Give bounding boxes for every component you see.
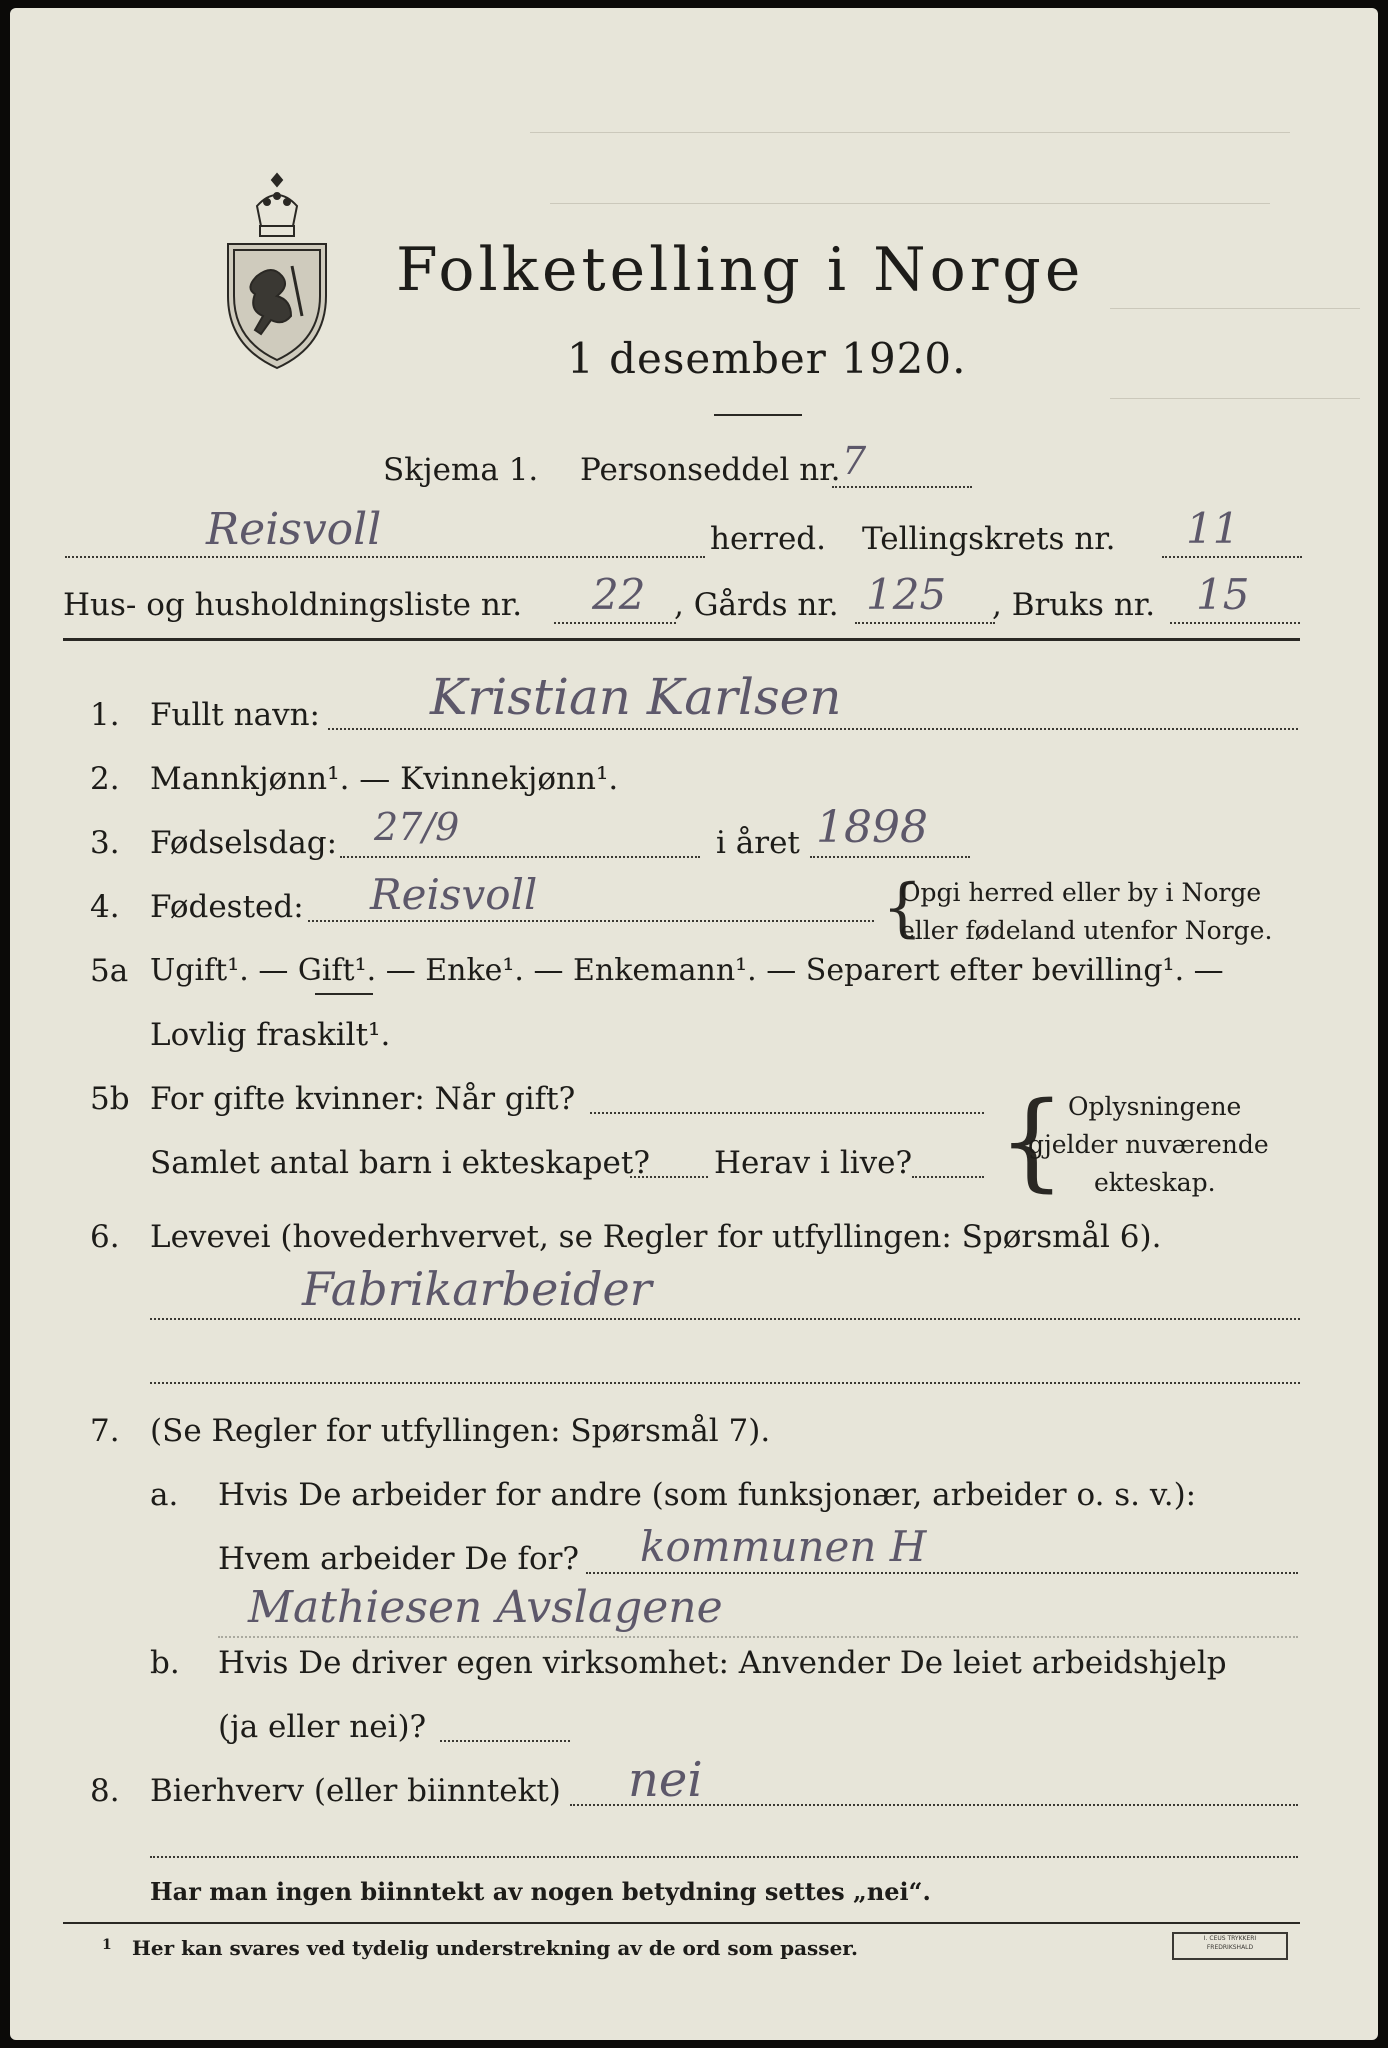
hus-value: 22 xyxy=(592,570,646,619)
q7b-line xyxy=(440,1740,570,1742)
q7a-value1: kommunen H xyxy=(640,1522,927,1571)
q6-number: 6. xyxy=(90,1219,120,1255)
gards-line xyxy=(855,622,995,624)
personseddel-line xyxy=(832,486,972,488)
q3-year-value: 1898 xyxy=(816,802,928,853)
q4-note-line1: Opgi herred eller by i Norge xyxy=(900,878,1262,907)
q5a-line1: Ugift¹. — Gift¹. — Enke¹. — Enkemann¹. — Separert efter bevilling¹. — xyxy=(150,953,1224,988)
personseddel-value: 7 xyxy=(842,439,867,483)
personseddel-label: Personseddel nr. xyxy=(580,452,841,488)
q5b-note-line1: Oplysningene xyxy=(1068,1092,1242,1121)
q4-value: Reisvoll xyxy=(370,870,538,919)
q8-value: nei xyxy=(628,1752,703,1808)
hus-line xyxy=(554,622,676,624)
printer-stamp xyxy=(1172,1932,1288,1960)
form-title: Folketelling i Norge xyxy=(396,235,1085,305)
bleed-through-line xyxy=(530,132,1290,133)
stamp-line1: I. CEUS TRYKKERI xyxy=(1203,1935,1257,1942)
title-divider xyxy=(714,414,802,416)
q5a-gift-underline xyxy=(315,993,373,995)
norway-coat-of-arms-icon xyxy=(222,166,332,376)
q8-line2 xyxy=(150,1856,1298,1858)
q5b-barn-line xyxy=(630,1176,708,1178)
q5b-note-line2: gjelder nuværende xyxy=(1028,1130,1269,1159)
q1-value: Kristian Karlsen xyxy=(430,668,842,726)
herred-value: Reisvoll xyxy=(206,504,382,555)
q6-value: Fabrikarbeider xyxy=(302,1262,652,1316)
footer-note: Har man ingen biinntekt av nogen betydning settes „nei“. xyxy=(150,1877,931,1906)
q1-number: 1. xyxy=(90,697,120,733)
schema-label: Skjema 1. xyxy=(383,452,539,488)
q7a-letter: a. xyxy=(150,1477,179,1513)
q4-line xyxy=(308,920,874,922)
bleed-through-line xyxy=(1110,398,1360,399)
q3-line xyxy=(340,856,700,858)
q6-label: Levevei (hovederhvervet, se Regler for utfyllingen: Spørsmål 6). xyxy=(150,1219,1162,1255)
q7a-value2: Mathiesen Avslagene xyxy=(248,1582,723,1633)
q7-number: 7. xyxy=(90,1413,120,1449)
census-form xyxy=(10,8,1378,2040)
q7b-letter: b. xyxy=(150,1645,180,1681)
q7b-line1: Hvis De driver egen virksomhet: Anvender De leiet arbeidshjelp xyxy=(218,1645,1227,1681)
q7b-line2: (ja eller nei)? xyxy=(218,1709,427,1745)
stamp-line2: FREDRIKSHALD xyxy=(1206,1944,1254,1951)
q7a-extra-line xyxy=(218,1636,1298,1638)
tellingskrets-label: Tellingskrets nr. xyxy=(862,521,1116,557)
q4-note-line2: eller fødeland utenfor Norge. xyxy=(900,916,1273,945)
census-date: 1 desember 1920. xyxy=(567,334,967,383)
q8-number: 8. xyxy=(90,1773,120,1809)
bruks-line xyxy=(1170,622,1300,624)
herred-label: herred. xyxy=(710,521,826,557)
footnote-mark: 1 xyxy=(102,1937,112,1953)
q2-number: 2. xyxy=(90,761,120,797)
q7a-line2: Hvem arbeider De for? xyxy=(218,1541,580,1577)
q5b-live-line xyxy=(912,1176,984,1178)
q5a-number: 5a xyxy=(90,953,129,989)
bleed-through-line xyxy=(550,203,1270,204)
q5b-line2b: Herav i live? xyxy=(714,1145,913,1181)
q7-label: (Se Regler for utfyllingen: Spørsmål 7). xyxy=(150,1413,771,1449)
bruks-label: , Bruks nr. xyxy=(992,587,1156,623)
q7a-line1: Hvis De arbeider for andre (som funksjonær, arbeider o. s. v.): xyxy=(218,1477,1197,1513)
footnote-divider xyxy=(63,1922,1300,1924)
q4-number: 4. xyxy=(90,889,120,925)
footnote-text: Her kan svares ved tydelig understrekning av de ord som passer. xyxy=(132,1936,858,1960)
gards-label: , Gårds nr. xyxy=(674,587,839,623)
hus-label: Hus- og husholdningsliste nr. xyxy=(63,587,523,623)
q5a-line2: Lovlig fraskilt¹. xyxy=(150,1017,391,1053)
tellingskrets-line xyxy=(1162,556,1302,558)
q8-line xyxy=(570,1804,1298,1806)
q5b-line2a: Samlet antal barn i ekteskapet? xyxy=(150,1145,650,1181)
q8-label: Bierhverv (eller biinntekt) xyxy=(150,1773,561,1809)
herred-line xyxy=(65,556,705,558)
q2-label: Mannkjønn¹. — Kvinnekjønn¹. xyxy=(150,761,619,797)
q5b-note-line3: ekteskap. xyxy=(1094,1168,1216,1197)
q7a-line xyxy=(586,1572,1298,1574)
q3-number: 3. xyxy=(90,825,120,861)
tellingskrets-value: 11 xyxy=(1186,504,1240,553)
q5b-brace: { xyxy=(998,1079,1066,1202)
bruks-value: 15 xyxy=(1196,570,1250,619)
q3-year-line xyxy=(810,856,970,858)
q1-label: Fullt navn: xyxy=(150,697,320,733)
q6-line2 xyxy=(150,1382,1300,1384)
q3-label: Fødselsdag: xyxy=(150,825,338,861)
gards-value: 125 xyxy=(866,570,947,619)
q4-brace: { xyxy=(882,871,923,945)
q3-value: 27/9 xyxy=(374,805,460,849)
q4-label: Fødested: xyxy=(150,889,304,925)
q5b-number: 5b xyxy=(90,1081,130,1117)
q5b-line1: For gifte kvinner: Når gift? xyxy=(150,1081,576,1117)
q6-line1 xyxy=(150,1318,1300,1320)
q3-year-label: i året xyxy=(716,825,800,861)
section-divider xyxy=(63,638,1300,641)
q5b-gift-line xyxy=(590,1112,984,1114)
bleed-through-line xyxy=(1110,308,1360,309)
q1-line xyxy=(328,728,1298,730)
